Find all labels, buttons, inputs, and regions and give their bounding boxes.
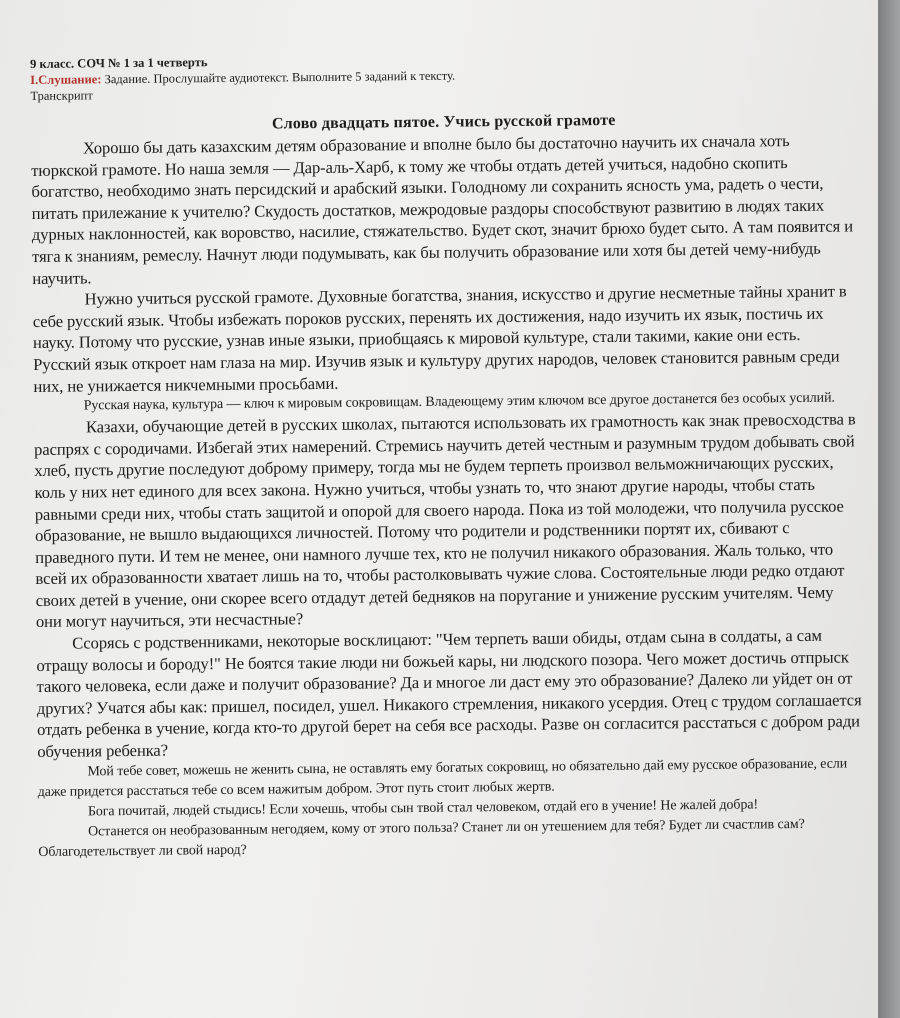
document-header xyxy=(30,47,856,104)
paragraph-8: Останется он необразованным негодяем, кому от этого польза? Станет ли он утешением для тебя? Будет ли счастлив сам? Облагодетельствует ли свой народ? xyxy=(38,816,805,860)
paragraph-3: Русская наука, культура — ключ к мировым сокровищам. Владеющему этим ключом все другое достанется без особых усилий. xyxy=(83,390,835,414)
background-edge xyxy=(878,0,900,1018)
paragraph-2: Нужно учиться русской грамоте. Духовные богатства, знания, искусство и другие несметные тайны хранит в себе русский язык. Чтобы избежать пороков русских, перенять их достижения, надо изучить их язык, постичь их науку. Потому что русские, узнав иные языки, приобщаясь к мировой культуре, стали такими, какие они есть. Русский язык откроет нам глаза на мир. Изучив язык и культуру других народов, человек становится равным среди них, не унижается никчемными просьбами. xyxy=(32,281,847,396)
paragraph-5: Ссорясь с родственниками, некоторые восклицают: "Чем терпеть ваши обиды, отдам сына в солдаты, а сам отращу волосы и бороду!" Не боятся такие люди ни божьей кары, ни людского позора. Чего может достичь отпрыск такого человека, если даже и получит образование? Да и многое ли даст ему это образование? Далеко ли уйдет он от других? Учатся абы как: пришел, посидел, ушел. Никакого стремления, никакого усердия. Отец с трудом соглашается отдать ребенка в учение, когда кто-то другой берет на себя все расходы. Разве он согласится расстаться с добром ради обучения ребенка? xyxy=(36,625,862,761)
task-text: Задание. Прослушайте аудиотекст. Выполните 5 заданий к тексту. xyxy=(104,68,456,87)
paragraph-4: Казахи, обучающие детей в русских школах, пытаются использовать их грамотность как знак превосходства в распрях с сородичами. Избегай этих намерений. Стремись научить детей честным и разумным трудом добывать свой хлеб, пусть другие последуют доброму примеру, тогда мы не будем терпеть произвол вельможничающих русских, коль у них нет единого для всех закона. Нужно учиться, чтобы узнать то, что знают другие народы, чтобы стать равными среди них, чтобы стать защитой и опорой для своего народа. Пока из той молодежи, что получила русское образование, не вышло выдающихся личностей. Потому что родители и родственники портят их, сбивают с праведного пути. И тем не менее, они намного лучше тех, кто не получил никакого образования. Жаль только, что всей их образованности хватает лишь на то, чтобы растолковывать чужие слова. Состоятельные люди редко отдают своих детей в учение, они скорее всего отдадут детей бедняков на поругание и унижение русским учителям. Чему они могут научиться, эти несчастные? xyxy=(34,409,856,632)
text-title: Слово двадцать пятое. Учись русской грамоте xyxy=(271,111,616,133)
transcript-label: Транскрипт xyxy=(30,88,93,103)
document-content xyxy=(30,47,864,862)
paragraph-1: Хорошо бы дать казахским детям образование и вполне было бы достаточно научить их сначала хоть тюркской грамоте. Но наша земля — Дар-аль-Харб, к тому же чтобы отдать детей учиться, надобно скопить богатство, необходимо знать персидский и арабский языки. Голодному ли сохранить ясность ума, радеть о чести, питать прилежание к учителю? Скудость достатков, межродовые раздоры способствуют развитию в людях таких дурных наклонностей, как воровство, насилие, стяжательство. Будет скот, значит брюхо будет сыто. А там появится и тяга к знаниям, ремеслу. Начнут люди подумывать, как бы получить образование или хотя бы детей чему-нибудь научить. xyxy=(31,131,854,288)
section-label: I.Слушание: xyxy=(30,72,102,87)
paragraph-6: Мой тебе совет, можешь не женить сына, не оставлять ему богатых сокровищ, но обязательно дай ему русское образование, если даже придется расстаться тебе со всем нажитым добром. Этот путь стоит любых жертв. xyxy=(37,756,848,800)
grade-line: 9 класс. СОЧ № 1 за 1 четверть xyxy=(30,55,208,71)
paragraph-7: Бога почитай, людей стыдись! Если хочешь, чтобы сын твой стал человеком, отдай его в учение! Не жалей добра! xyxy=(87,797,759,820)
